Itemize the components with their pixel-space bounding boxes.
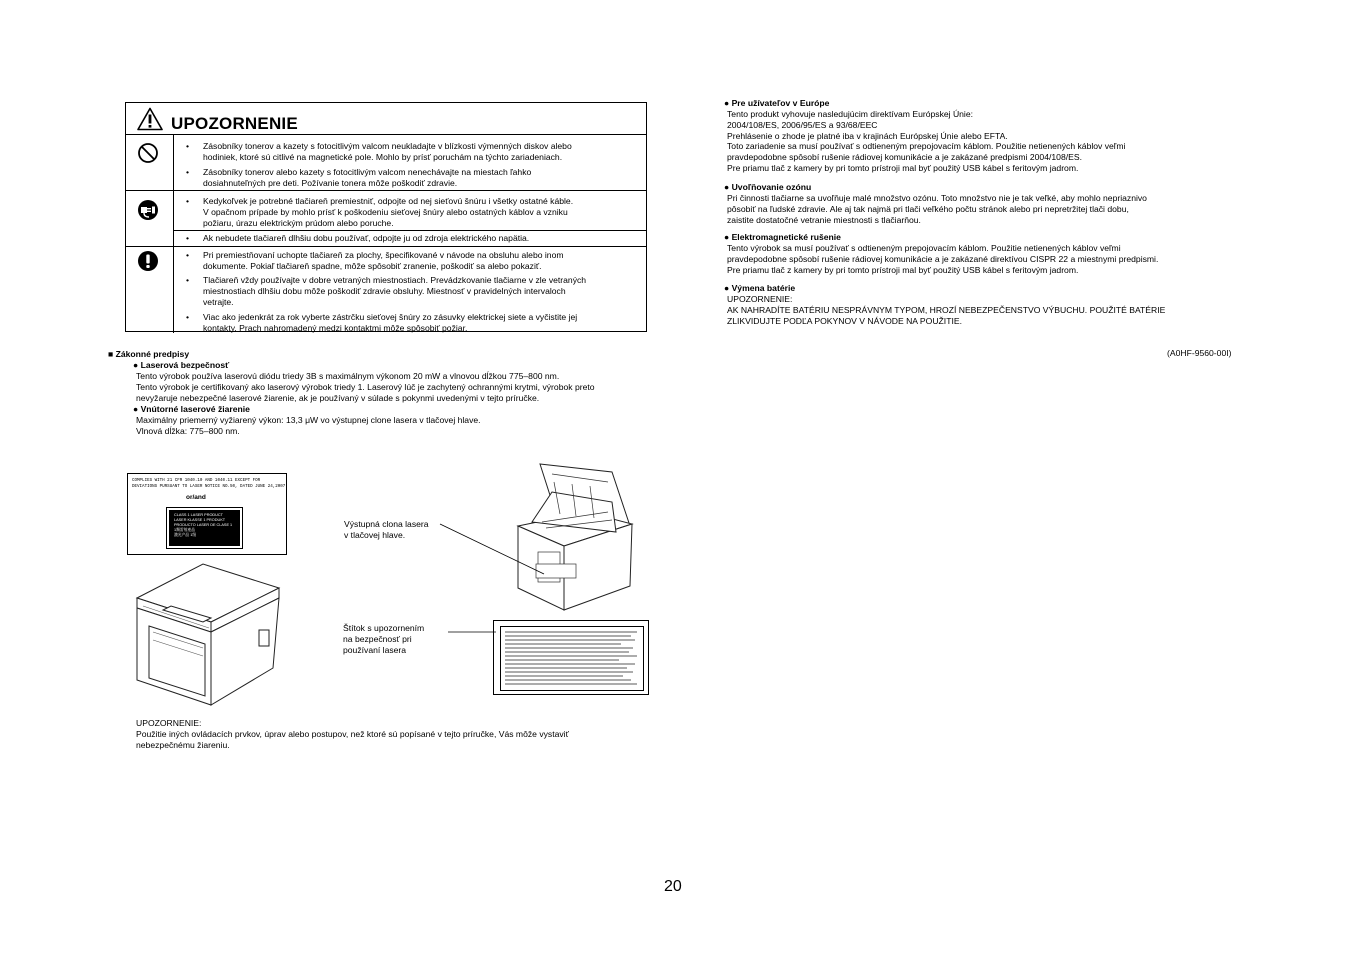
aperture-callout: Výstupná clona lasera v tlačovej hlave. — [344, 519, 429, 540]
caution-row-unplug: • Kedykoľvek je potrebné tlačiareň premiestniť, odpojte od nej sieťovú šnúru i všetky ostatné káble. V opačnom prípade by mohlo prísť k poškodeniu sieťovej šnúry alebo ostatných káblov a vzniku požiaru, úrazu elektrickým prúdom alebo poruche. • Ak nebudete tlačiareň dlhšiu dobu používať, odpojte ju od zdroja elektrického napätia. — [126, 191, 646, 247]
laser-text: Tento výrobok používa laserovú diódu triedy 3B s maximálnym výkonom 20 mW a vlnovou dĺžkou 775–800 nm. Tento výrobok je certifikovaný ako laserový výrobok triedy 1. Laserový lúč je zachytený ochrannými krytmi, výrobok preto nevyžaruje nebezpečné laserové žiarenie, ak je používaný v súlade s pokynmi uvedenými v tejto príručke. — [136, 371, 595, 403]
sticker-fine-print — [501, 627, 643, 690]
page-number: 20 — [664, 878, 682, 895]
or-and-text: or/and — [186, 494, 206, 501]
caution-header — [126, 103, 646, 135]
europe-text: Tento produkt vyhovuje nasledujúcim direktívam Európskej Únie: 2004/108/ES, 2006/95/ES a 93/68/EEC Prehlásenie o zhode je platné iba v krajinách Európskej Únie alebo EFTA. Toto zariadenie sa musí používať s odtieneným prepojovacím káblom. Použitie netienených káblov veľmi pravdepodobne spôsobí rušenie rádiovej komunikácie a je zakázané predpismi 2004/108/ES. Pre priamu tlač z kamery by pri tomto prístroji mal byť použitý USB kábel s feritovým jadrom. — [727, 109, 1126, 173]
emc-heading: ● Elektromagnetické rušenie — [724, 232, 841, 242]
caution-box — [125, 102, 647, 332]
class1-laser-label: CLASS 1 LASER PRODUCT LASER KLASSE 1 PRODUKT PRODUCTO LASER DE CLASE 1 1類雷射產品 激光产品 1级 — [169, 510, 240, 546]
sticker-callout: Štítok s upozornením na bezpečnosť pri používaní lasera — [343, 623, 425, 655]
europe-heading: ● Pre užívateľov v Európe — [724, 98, 830, 108]
caution-row-prohibition: • Zásobníky tonerov a kazety s fotocitlivým valcom neukladajte v blízkosti výmenných diskov alebo hodiniek, ktoré sú citlivé na magnetické pole. Mohlo by prísť poruchám na týchto zariadeniach. • Zásobníky tonerov alebo kazety s fotocitlivým valcom nenechávajte na miestach ľahko dosiahnuteľných pre deti. Požívanie tonera môže poškodiť zdravie. — [126, 135, 646, 191]
caution-row-mandatory: • Pri premiestňovaní uchopte tlačiareň za plochy, špecifikované v návode na obsluhu alebo inom dokumente. Pokiaľ tlačiareň spadne, môže spôsobiť zranenie, poškodiť sa alebo pokaziť. • Tlačiareň vždy používajte v dobre vetraných miestnostiach. Prevádzkovanie tlačiarne v zle vetraných miestnostiach dlhšiu dobu môže poškodiť zdravie obsluhy. Miestnosť v pravidelných intervaloch vetrajte. • Viac ako jedenkrát za rok vyberte zástrčku sieťovej šnúry zo zásuvky elektrickej siete a vyčistite jej kontakty. Prach nahromadený medzi kontaktmi môže spôsobiť požiar. — [126, 247, 646, 333]
printer-closed-illustration — [133, 560, 283, 710]
warning-triangle-icon — [137, 107, 163, 131]
legal-heading: ■ Zákonné predpisy — [108, 349, 190, 359]
ozone-text: Pri činnosti tlačiarne sa uvoľňuje malé množstvo ozónu. Toto množstvo nie je tak veľké, aby mohlo nepriaznivo pôsobiť na ľudské zdravie. Ale aj tak najmä pri tlači veľkého počtu stránok alebo pri nepretržitej tlači dobu, zaistite dostatočné vetranie miestnosti s tlačiarňou. — [727, 193, 1147, 225]
battery-text: UPOZORNENIE: AK NAHRADÍTE BATÉRIU NESPRÁVNYM TYPOM, HROZÍ NEBEZPEČENSTVO VÝBUCHU. POUŽITÉ BATÉRIE ZLIKVIDUJTE PODĽA POKYNOV V NÁVODE NA POUŽITIE. — [727, 294, 1166, 326]
laser-warning-sticker — [493, 620, 649, 695]
mandatory-icon — [137, 250, 159, 272]
prohibition-icon — [137, 142, 159, 164]
certification-label: COMPLIES WITH 21 CFR 1040.10 AND 1040.11 EXCEPT FOR DEVIATIONS PURSUANT TO LASER NOTICE NO.50, DATED JUNE 24,2007. or/and CLASS 1 LASER PRODUCT LASER KLASSE 1 PRODUKT PRODUCTO LASER DE CLASE 1 1類雷射產品 激光产品 1级 — [127, 473, 287, 555]
unplug-icon — [137, 199, 159, 221]
internal-laser-text: Maximálny priemerný vyžiarený výkon: 13,3 μW vo výstupnej clone lasera v tlačovej hlave. Vlnová dĺžka: 775–800 nm. — [136, 415, 481, 436]
document-code: (A0HF-9560-00I) — [1167, 348, 1232, 358]
bottom-caution: UPOZORNENIE: Použitie iných ovládacích prvkov, úprav alebo postupov, než ktoré sú popísané v tejto príručke, Vás môže vystaviť nebezpečnému žiareniu. — [136, 718, 569, 750]
caution-title: UPOZORNENIE — [171, 114, 298, 133]
emc-text: Tento výrobok sa musí používať s odtieneným prepojovacím káblom. Použitie netienených káblov veľmi pravdepodobne spôsobí rušenie rádiovej komunikácie a je zakázané direktívou CISPR 22 a miestnymi predpismi. Pre priamu tlač z kamery by pri tomto prístroji mal byť použitý USB kábel s feritovým jadrom. — [727, 243, 1159, 275]
ozone-heading: ● Uvoľňovanie ozónu — [724, 182, 812, 192]
internal-laser-heading: ● Vnútorné laserové žiarenie — [133, 404, 250, 414]
battery-heading: ● Výmena batérie — [724, 283, 796, 293]
laser-heading: ● Laserová bezpečnosť — [133, 360, 230, 370]
